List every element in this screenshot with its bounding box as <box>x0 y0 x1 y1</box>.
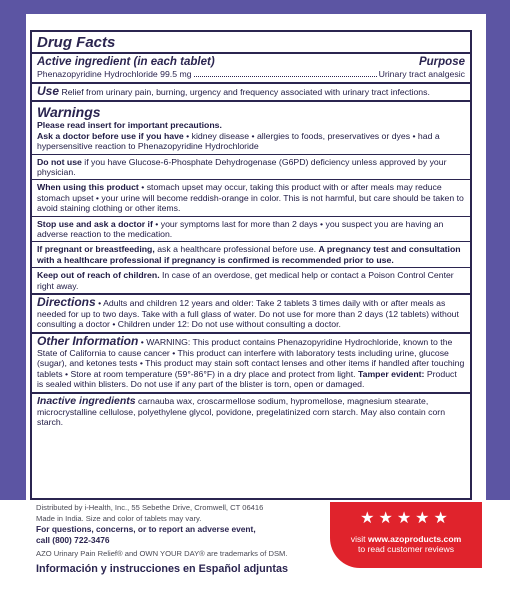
ingredient-row <box>37 69 465 79</box>
use-section <box>32 82 470 100</box>
inactive-ingredients-text: carnauba wax, croscarmellose sodium, hypromellose, magnesium stearate, microcrystalline cellulose, polyethylene glycol, povidone, pregelatinized corn starch. May also contain corn starch. <box>37 396 446 428</box>
ask-doctor-text: • kidney disease • allergies to foods, preservatives or dyes • had a hypersensitive reaction to Phenazopyridine Hydrochloride <box>37 130 440 152</box>
pregnancy-warning <box>32 241 470 267</box>
use-heading: Use <box>37 84 60 98</box>
keep-out-warning <box>32 267 470 293</box>
spanish-instructions-note: Información y instrucciones en Español adjuntas <box>36 562 288 575</box>
reviews-promo-badge <box>330 502 482 568</box>
pregnancy-label: If pregnant or breastfeeding, <box>37 244 155 255</box>
promo-cta-text: to read customer reviews <box>358 544 454 554</box>
promo-url-line <box>330 534 482 544</box>
stop-use-label: Stop use and ask a doctor if <box>37 218 153 229</box>
ask-doctor-label: Ask a doctor before use if you have <box>37 130 184 141</box>
promo-url[interactable]: www.azoproducts.com <box>367 534 462 544</box>
inactive-ingredients-heading: Inactive ingredients <box>37 395 136 408</box>
ingredient-purpose: Urinary tract analgesic <box>378 69 465 79</box>
warnings-insert-note: Please read insert for important precautions. <box>37 120 222 131</box>
purpose-heading: Purpose <box>418 56 465 68</box>
warnings-section <box>32 100 470 153</box>
active-ingredient-section <box>32 52 470 82</box>
other-information-text: • WARNING: This product contains Phenazopyridine Hydrochloride, known to the State of California to cause cancer • This product can interfere with laboratory tests including urine, glucose (sugar), and ketones tests • This product may stain soft contact lenses and other items if handled after touching tablets • Store at room temperature (59°-86°F) in a dry place and protect from light. <box>37 337 465 379</box>
label-footer <box>36 503 326 575</box>
top-color-band <box>0 0 510 14</box>
directions-section <box>32 293 470 332</box>
do-not-use-warning <box>32 154 470 180</box>
directions-text: • Adults and children 12 years and older: Take 2 tablets 3 times daily with or after meals as needed for up to two days. Take with a full glass of water. Do not use for more than 2 days (12 tablets) without consulting a doctor • Children under 12: Do not use without consulting a doctor. <box>37 298 459 329</box>
when-using-warning <box>32 179 470 215</box>
ask-doctor-warning <box>37 131 465 154</box>
directions-heading: Directions <box>37 295 96 310</box>
dot-leader <box>194 76 377 77</box>
inactive-ingredients-section <box>32 392 470 430</box>
keep-out-label: Keep out of reach of children. <box>37 270 160 281</box>
drug-facts-panel <box>30 30 472 500</box>
left-color-band <box>0 14 26 500</box>
when-using-text: • stomach upset may occur, taking this product with or after meals may reduce stomach upset • your urine will become reddish-orange in color. This is not harmful, but care should be taken to avoid staining clothing or other items. <box>37 182 464 214</box>
promo-visit-prefix: visit <box>350 534 368 544</box>
do-not-use-text: if you have Glucose-6-Phosphate Dehydrogenase (G6PD) deficiency unless approved by your physician. <box>37 156 447 178</box>
five-star-rating-icon: ★★★★★ <box>360 510 452 527</box>
questions-line: For questions, concerns, or to report an adverse event, <box>36 524 256 535</box>
when-using-label: When using this product <box>37 182 139 193</box>
ingredient-name: Phenazopyridine Hydrochloride 99.5 mg <box>37 69 192 79</box>
trademark-line: AZO Urinary Pain Relief® and OWN YOUR DAY® are trademarks of DSM. <box>36 549 288 559</box>
stop-use-text: • your symptoms last for more than 2 days • you suspect you are having an adverse reaction to the medication. <box>37 218 444 240</box>
keep-out-text: In case of an overdose, get medical help or contact a Poison Control Center right away. <box>37 270 454 291</box>
distributor-line: Distributed by i-Health, Inc., 55 Sebethe Drive, Cromwell, CT 06416 <box>36 503 264 512</box>
other-information-heading: Other Information <box>37 334 139 349</box>
pregnancy-text: ask a healthcare professional before use. <box>154 244 319 255</box>
pregnancy-test-note: A pregnancy test and consultation with a healthcare professional if pregnancy is confirmed is recommended prior to use. <box>37 244 461 265</box>
active-ingredient-heading: Active ingredient (in each tablet) <box>37 56 215 68</box>
phone-number: call (800) 722-3476 <box>36 535 110 546</box>
tamper-evident-text: Product is sealed within blisters. Do not use if any part of the blister is torn, open or damaged. <box>37 368 457 389</box>
made-in-line: Made in India. Size and color of tablets may vary. <box>36 513 202 523</box>
use-text: Relief from urinary pain, burning, urgency and frequency associated with urinary tract infections. <box>61 87 430 97</box>
active-ingredient-header-row <box>37 56 465 68</box>
do-not-use-label: Do not use <box>37 156 82 167</box>
tamper-evident-label: Tamper evident: <box>357 368 425 379</box>
other-information-section <box>32 332 470 392</box>
right-color-band <box>486 14 510 500</box>
drug-facts-title: Drug Facts <box>37 34 116 51</box>
warnings-heading: Warnings <box>37 104 101 121</box>
stop-use-warning <box>32 216 470 242</box>
